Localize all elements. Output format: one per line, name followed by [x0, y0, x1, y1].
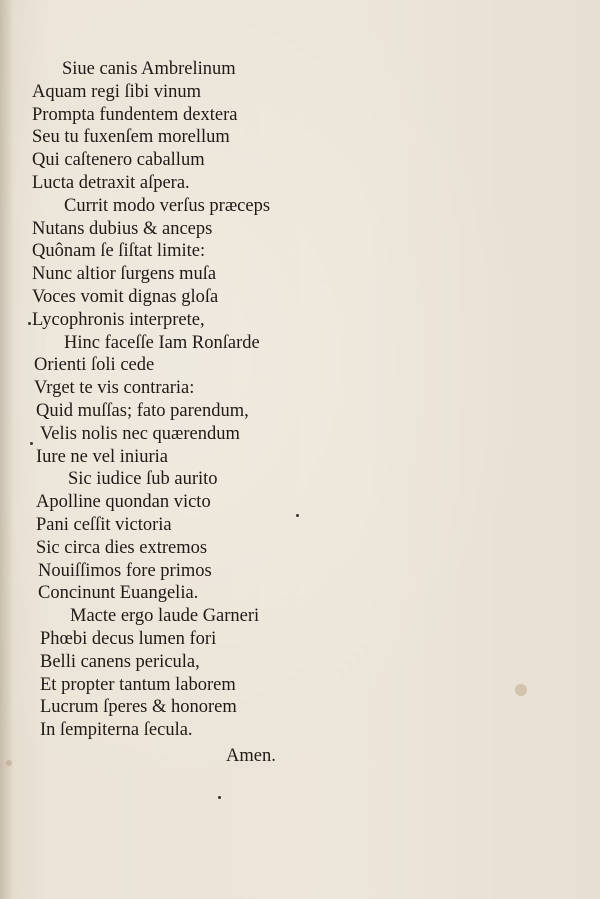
poem: [0, 58, 600, 742]
poem-line: [0, 309, 600, 332]
poem-line: [0, 377, 600, 400]
poem-line: [0, 423, 600, 446]
poem-line: [0, 172, 600, 195]
poem-line-text: Prompta fundentem dextera: [32, 104, 238, 125]
poem-line: [0, 605, 600, 628]
poem-line-text: Currit modo verſus præceps: [64, 195, 271, 216]
poem-line-text: Apolline quondan victo: [36, 492, 211, 513]
poem-line-text: In ſempiterna ſecula.: [40, 720, 193, 741]
poem-line-text: Seu tu fuxenſem morellum: [32, 127, 230, 148]
poem-line-text: Velis nolis nec quærendum: [40, 423, 240, 444]
ink-speck: [218, 796, 221, 799]
poem-line-text: Siue canis Ambrelinum: [62, 59, 236, 79]
poem-line-text: Quid muſſas; fato parendum,: [36, 400, 249, 421]
poem-line-text: Sic iudice ſub aurito: [68, 469, 218, 490]
poem-line: [0, 537, 600, 560]
poem-line-text: Hinc faceſſe Iam Ronſarde: [64, 332, 260, 353]
poem-line: [0, 240, 600, 263]
poem-line-text: Voces vomit dignas gloſa: [32, 286, 219, 307]
poem-line: [0, 696, 600, 719]
poem-closing: Amen.: [226, 746, 276, 766]
poem-line-text: Iure ne vel iniuria: [36, 446, 169, 467]
poem-line-text: Sic circa dies extremos: [36, 537, 208, 558]
poem-line: [0, 491, 600, 514]
poem-line: [0, 468, 600, 491]
poem-line-text: Macte ergo laude Garneri: [70, 606, 260, 627]
poem-line-text: Aquam regi ſibi vinum: [32, 81, 202, 102]
poem-line-text: Pani ceſſit victoria: [36, 514, 172, 535]
poem-line: [0, 400, 600, 423]
poem-line-text: Lycophronis interprete,: [32, 309, 205, 330]
poem-line: [0, 332, 600, 355]
poem-line-text: Orienti ſoli cede: [34, 355, 155, 376]
poem-line-text: Et propter tantum laborem: [40, 674, 236, 695]
paper-stain: [6, 760, 12, 766]
poem-line: [0, 628, 600, 651]
poem-line: [0, 560, 600, 583]
poem-line-text: Quônam ſe ſiſtat limite:: [32, 241, 206, 262]
poem-line-text: Nutans dubius & anceps: [32, 218, 213, 239]
poem-line-text: Nunc altior ſurgens muſa: [32, 264, 217, 285]
poem-line-text: Phœbi decus lumen fori: [40, 628, 217, 649]
poem-line: [0, 58, 600, 81]
poem-line: [0, 286, 600, 309]
poem-line-text: Lucrum ſperes & honorem: [40, 697, 237, 718]
poem-line: [0, 354, 600, 377]
poem-line-text: Qui caſtenero caballum: [32, 150, 205, 171]
poem-line: [0, 104, 600, 127]
poem-line: [0, 195, 600, 218]
poem-line: [0, 263, 600, 286]
poem-line-text: Vrget te vis contraria:: [34, 378, 195, 399]
poem-line: [0, 674, 600, 697]
poem-line: [0, 218, 600, 241]
poem-line: [0, 719, 600, 742]
poem-line-text: Nouiſſimos fore primos: [38, 560, 212, 581]
poem-line: [0, 149, 600, 172]
poem-line: [0, 81, 600, 104]
poem-line: [0, 126, 600, 149]
poem-line-text: Concinunt Euangelia.: [38, 583, 199, 604]
poem-line: [0, 446, 600, 469]
poem-line: [0, 514, 600, 537]
poem-line: [0, 582, 600, 605]
poem-line: [0, 651, 600, 674]
poem-line-text: Lucta detraxit aſpera.: [32, 172, 190, 193]
poem-line-text: Belli canens pericula,: [40, 651, 200, 672]
